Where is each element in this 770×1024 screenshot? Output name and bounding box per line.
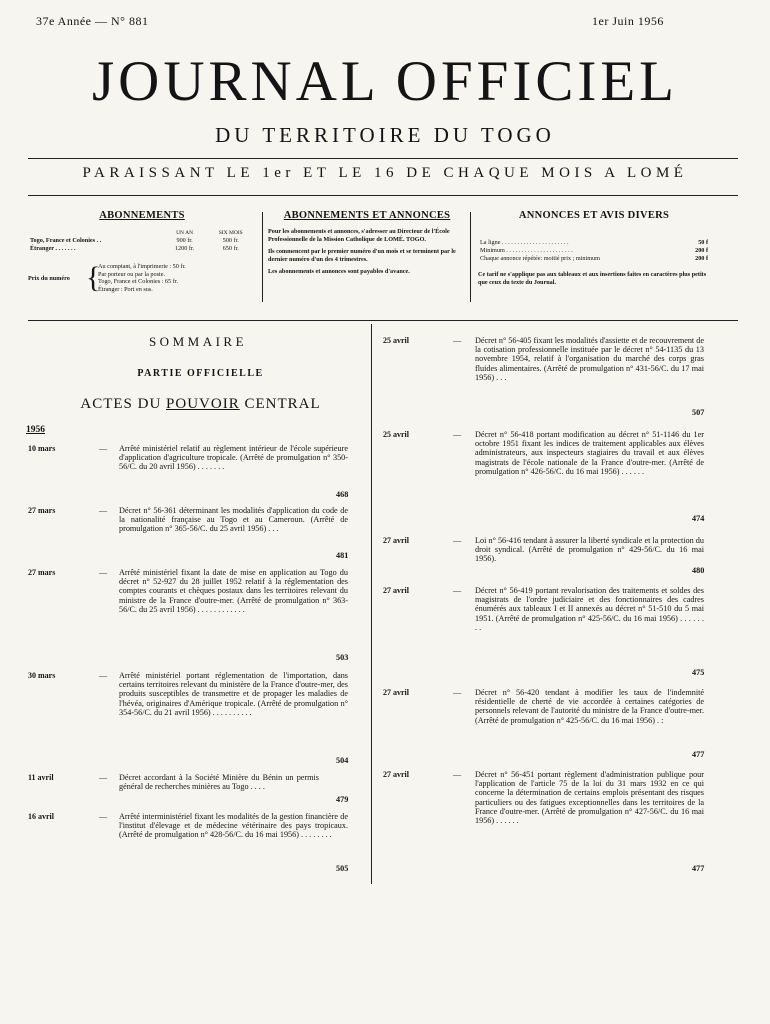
brace: {: [86, 261, 101, 294]
entry-text: Décret n° 56-420 tendant à modifier les taux de l'indemnité résidentielle de cherté de vie accordée à certaines catégories de personnels relevant de l'autorité du ministre de la France d'outre-mer. (Arrêté de promulgation n° 425-56/C. du 16 mai 1956) . :: [475, 688, 704, 725]
list-item: 27 avril — Loi n° 56-416 tendant à assurer la liberté syndicale et la protection du droit syndical. (Arrêté de promulgation n° 429-56/C. du 16 mai 1956). 480: [383, 536, 705, 575]
box-divider-2: [470, 212, 471, 302]
list-item: 10 mars — Arrêté ministériel relatif au règlement intérieur de l'école supérieure d'application d'agriculture tropicale. (Arrêté de promulgation n° 350-56/C. du 20 avril 1956) . . . . . . . 468: [28, 444, 349, 499]
table-row: Togo, France et Colonies . . 900 fr. 500 fr.: [30, 237, 239, 244]
entry-text: Arrêté interministériel fixant les modalités de la gestion financière de l'institut d'élevage et de médecine vétérinaire des pays tropicaux. (Arrêté de promulgation n° 428-56/C. du 16 mai 1956) . . . . . . . .: [119, 812, 348, 840]
abonnements-annonces-box: [268, 210, 466, 276]
entry-date: 27 avril: [383, 770, 409, 779]
annonces-avis-heading: ANNONCES ET AVIS DIVERS: [518, 210, 670, 221]
list-item: 25 avril — Décret n° 56-418 portant modification au décret n° 51-1146 du 1er octobre 1951 fixant les indices de traitement applicables aux élèves administrateurs, aux inspecteurs stagiaires du travail et aux élèves magistrats de l'école nationale de la France d'outre-mer. (Arrêté de promulgation n° 426-56/C. du 16 mai 1956) . . . . . . 474: [383, 430, 705, 523]
partie-officielle: PARTIE OFFICIELLE: [137, 368, 264, 379]
abonnements-heading: ABONNEMENTS: [99, 210, 185, 221]
table-row: Minimum . . . . . . . . . . . . . . . . . . . . . . 200 f: [480, 247, 708, 254]
annonces-tarifs: [478, 239, 710, 263]
tagline-rule: [28, 195, 738, 196]
abonnements-annonces-p2: Ils commencent par le premier numéro d'un mois et se terminent par le dernier numéro d'un des 4 trimestres.: [268, 248, 456, 263]
entry-date: 27 avril: [383, 586, 409, 595]
prix-label: Prix du numéro: [28, 275, 70, 282]
entry-text: Décret accordant à la Société Minière du Bénin un permis général de recherches minières au Togo . . . .: [119, 773, 319, 792]
box-divider-1: [262, 212, 263, 302]
abonnements-annonces-p1: Pour les abonnements et annonces, s'adresser au Directeur de l'École Professionnelle de la Mission Catholique de LOMÉ. TOGO.: [268, 228, 450, 243]
entry-date: 30 mars: [28, 671, 56, 680]
prix-numero: [28, 263, 256, 297]
entry-date: 11 avril: [28, 773, 54, 782]
col-header-an: UN AN: [176, 230, 194, 236]
publication-tagline: PARAISSANT LE 1er ET LE 16 DE CHAQUE MOIS A LOMÉ: [82, 165, 688, 181]
entry-date: 16 avril: [28, 812, 54, 821]
sommaire-rule: [28, 320, 738, 321]
abonnements-box: [28, 210, 256, 297]
list-item: 27 avril — Décret n° 56-451 portant règlement d'administration publique pour l'application de l'article 75 de la loi du 31 mars 1932 en ce qui concerne la détermination de certains emplois présentant des risques particuliers ou des fatigues exceptionnelles dans les territoires de la France d'outre-mer. (Arrêté de promulgation n° 427-56/C. du 16 mai 1956) . . . . . . 477: [383, 770, 705, 873]
table-row: Chaque annonce répétée: moitié prix ; minimum 200 f: [480, 255, 708, 262]
entry-page: 504: [336, 756, 349, 765]
list-item: 16 avril — Arrêté interministériel fixant les modalités de la gestion financière de l'institut d'élevage et de médecine vétérinaire des pays tropicaux. (Arrêté de promulgation n° 428-56/C. du 16 mai 1956) . . . . . . . . 505: [28, 812, 349, 873]
annonces-avis-box: [478, 210, 710, 286]
entry-text: Décret n° 56-361 déterminant les modalités d'application du code de la nationalité française au Togo et au Cameroun. (Arrêté de promulgation n° 365-56/C. du 25 avril 1956) . . .: [119, 506, 348, 534]
prix-lines: Au comptant, à l'imprimerie : 50 fr. Par porteur ou par la poste. Togo, France et Colonies : 65 fr. Étranger : Port en sus.: [98, 263, 186, 293]
entry-text: Décret n° 56-451 portant règlement d'administration publique pour l'application de l'article 75 de la loi du 31 mars 1932 en ce qui concerne la détermination de certains emplois présentant des risques particuliers ou des fatigues exceptionnelles dans les territoires de la France d'outre-mer. (Arrêté de promulgation n° 427-56/C. du 16 mai 1956) . . . . . .: [475, 770, 704, 826]
entry-text: Décret n° 56-418 portant modification au décret n° 51-1146 du 1er octobre 1951 fixant les indices de traitement applicables aux élèves administrateurs, aux inspecteurs stagiaires du travail et aux élèves magistrats de l'école nationale de la France d'outre-mer. (Arrêté de promulgation n° 426-56/C. du 16 mai 1956) . . . . . .: [475, 430, 704, 476]
list-item: 27 mars — Décret n° 56-361 déterminant les modalités d'application du code de la nationalité française au Togo et au Cameroun. (Arrêté de promulgation n° 365-56/C. du 25 avril 1956) . . . 481: [28, 506, 349, 560]
entry-date: 25 avril: [383, 430, 409, 439]
entry-text: Décret n° 56-419 portant revalorisation des traitements et soldes des magistrats de l'ordre judiciaire et des fonctionnaires des cadres énumérés aux tableaux I et II annexés au décret n° 51-510 du 5 mai 1951. (Arrêté de promulgation n° 425-56/C. du 16 mai 1956) . . . . . . . .: [475, 586, 704, 632]
entry-text: Décret n° 56-405 fixant les modalités d'assiette et de recouvrement de la cotisation professionnelle instituée par le décret n° 54-1135 du 13 novembre 1954, relatif à l'organisation du marché des corps gras fluides alimentaires. (Arrêté de promulgation n° 431-56/C. du 17 mai 1956) . . .: [475, 336, 704, 382]
entry-text: Arrêté ministériel fixant la date de mise en application au Togo du décret n° 52-927 du 28 juillet 1952 relatif à la réglementation des comptes courants et chèques postaux dans les territoires relevant du ministre de la France d'outre-mer. (Arrêté de promulgation n° 363-56/C. du 25 avril 1956) . . . . . . . . . . . .: [119, 568, 348, 614]
list-item: 11 avril — Décret accordant à la Société Minière du Bénin un permis général de recherches minières au Togo . . . . 479: [28, 773, 349, 804]
entry-text: Arrêté ministériel relatif au règlement intérieur de l'école supérieure d'application d'agriculture tropicale. (Arrêté de promulgation n° 350-56/C. du 20 avril 1956) . . . . . . .: [119, 444, 348, 472]
entry-page: 477: [692, 864, 705, 873]
entry-page: 475: [692, 668, 705, 677]
col-header-six: SIX MOIS: [218, 230, 243, 236]
entry-page: 479: [336, 795, 349, 804]
year-heading: 1956: [26, 425, 45, 435]
annonces-note: Ce tarif ne s'applique pas aux tableaux et aux insertions faites en caractères plus petits que ceux du texte du Journal.: [478, 271, 707, 286]
abonnements-annonces-p3: Les abonnements et annonces sont payables d'avance.: [268, 268, 410, 276]
journal-title: JOURNAL OFFICIEL: [92, 50, 678, 113]
entry-date: 27 mars: [28, 568, 56, 577]
entry-page: 503: [336, 653, 349, 662]
table-row: La ligne . . . . . . . . . . . . . . . . . . . . . . 50 f: [480, 239, 708, 246]
top-rule: [28, 158, 738, 159]
actes-heading: ACTES DU POUVOIR CENTRAL: [80, 396, 321, 412]
abonnements-table: [28, 229, 256, 253]
entry-date: 27 avril: [383, 536, 409, 545]
list-item: 30 mars — Arrêté ministériel portant réglementation de l'importation, dans certains territoires relevant du ministère de la France d'outre-mer, des produits susceptibles de transmettre et de propager les maladies de l'hévéa, originaires d'Amérique tropicale. (Arrêté de promulgation n° 354-56/C. du 21 avril 1956) . . . . . . . . . . 504: [28, 671, 349, 765]
entry-date: 10 mars: [28, 444, 56, 453]
table-row: Étranger . . . . . . . 1200 fr. 650 fr.: [30, 245, 239, 252]
entry-date: 25 avril: [383, 336, 409, 345]
list-item: 25 avril — Décret n° 56-405 fixant les modalités d'assiette et de recouvrement de la cotisation professionnelle instituée par le décret n° 54-1135 du 13 novembre 1954, relatif à l'organisation du marché des corps gras fluides alimentaires. (Arrêté de promulgation n° 431-56/C. du 17 mai 1956) . . . 507: [383, 336, 705, 417]
issue-number: 37e Année — N° 881: [36, 14, 149, 28]
entry-date: 27 avril: [383, 688, 409, 697]
list-item: 27 mars — Arrêté ministériel fixant la date de mise en application au Togo du décret n° 52-927 du 28 juillet 1952 relatif à la réglementation des comptes courants et chèques postaux dans les territoires relevant du ministre de la France d'outre-mer. (Arrêté de promulgation n° 363-56/C. du 25 avril 1956) . . . . . . . . . . . . 503: [28, 568, 349, 662]
entry-page: 481: [336, 551, 349, 560]
entry-page: 477: [692, 750, 705, 759]
entry-text: Loi n° 56-416 tendant à assurer la liberté syndicale et la protection du droit syndical. (Arrêté de promulgation n° 429-56/C. du 16 mai 1956).: [475, 536, 704, 564]
journal-subtitle: DU TERRITOIRE DU TOGO: [215, 123, 555, 147]
entry-date: 27 mars: [28, 506, 56, 515]
entry-text: Arrêté ministériel portant réglementation de l'importation, dans certains territoires relevant du ministère de la France d'outre-mer, des produits susceptibles de transmettre et de propager les maladies de l'hévéa, originaires d'Amérique tropicale. (Arrêté de promulgation n° 354-56/C. du 21 avril 1956) . . . . . . . . . .: [119, 671, 348, 717]
sommaire-title: SOMMAIRE: [148, 334, 248, 349]
entry-page: 507: [692, 408, 705, 417]
issue-date: 1er Juin 1956: [592, 14, 664, 28]
list-item: 27 avril — Décret n° 56-420 tendant à modifier les taux de l'indemnité résidentielle de cherté de vie accordée à certaines catégories de personnels relevant de l'autorité du ministre de la France d'outre-mer. (Arrêté de promulgation n° 425-56/C. du 16 mai 1956) . : 477: [383, 688, 705, 759]
list-item: 27 avril — Décret n° 56-419 portant revalorisation des traitements et soldes des magistrats de l'ordre judiciaire et des fonctionnaires des cadres énumérés aux tableaux I et II annexés au décret n° 51-510 du 5 mai 1951. (Arrêté de promulgation n° 425-56/C. du 16 mai 1956) . . . . . . . . 475: [383, 586, 705, 677]
entry-page: 480: [692, 566, 705, 575]
entry-page: 505: [336, 864, 349, 873]
entry-page: 474: [692, 514, 705, 523]
abonnements-annonces-heading: ABONNEMENTS ET ANNONCES: [283, 210, 451, 221]
entry-page: 468: [336, 490, 349, 499]
